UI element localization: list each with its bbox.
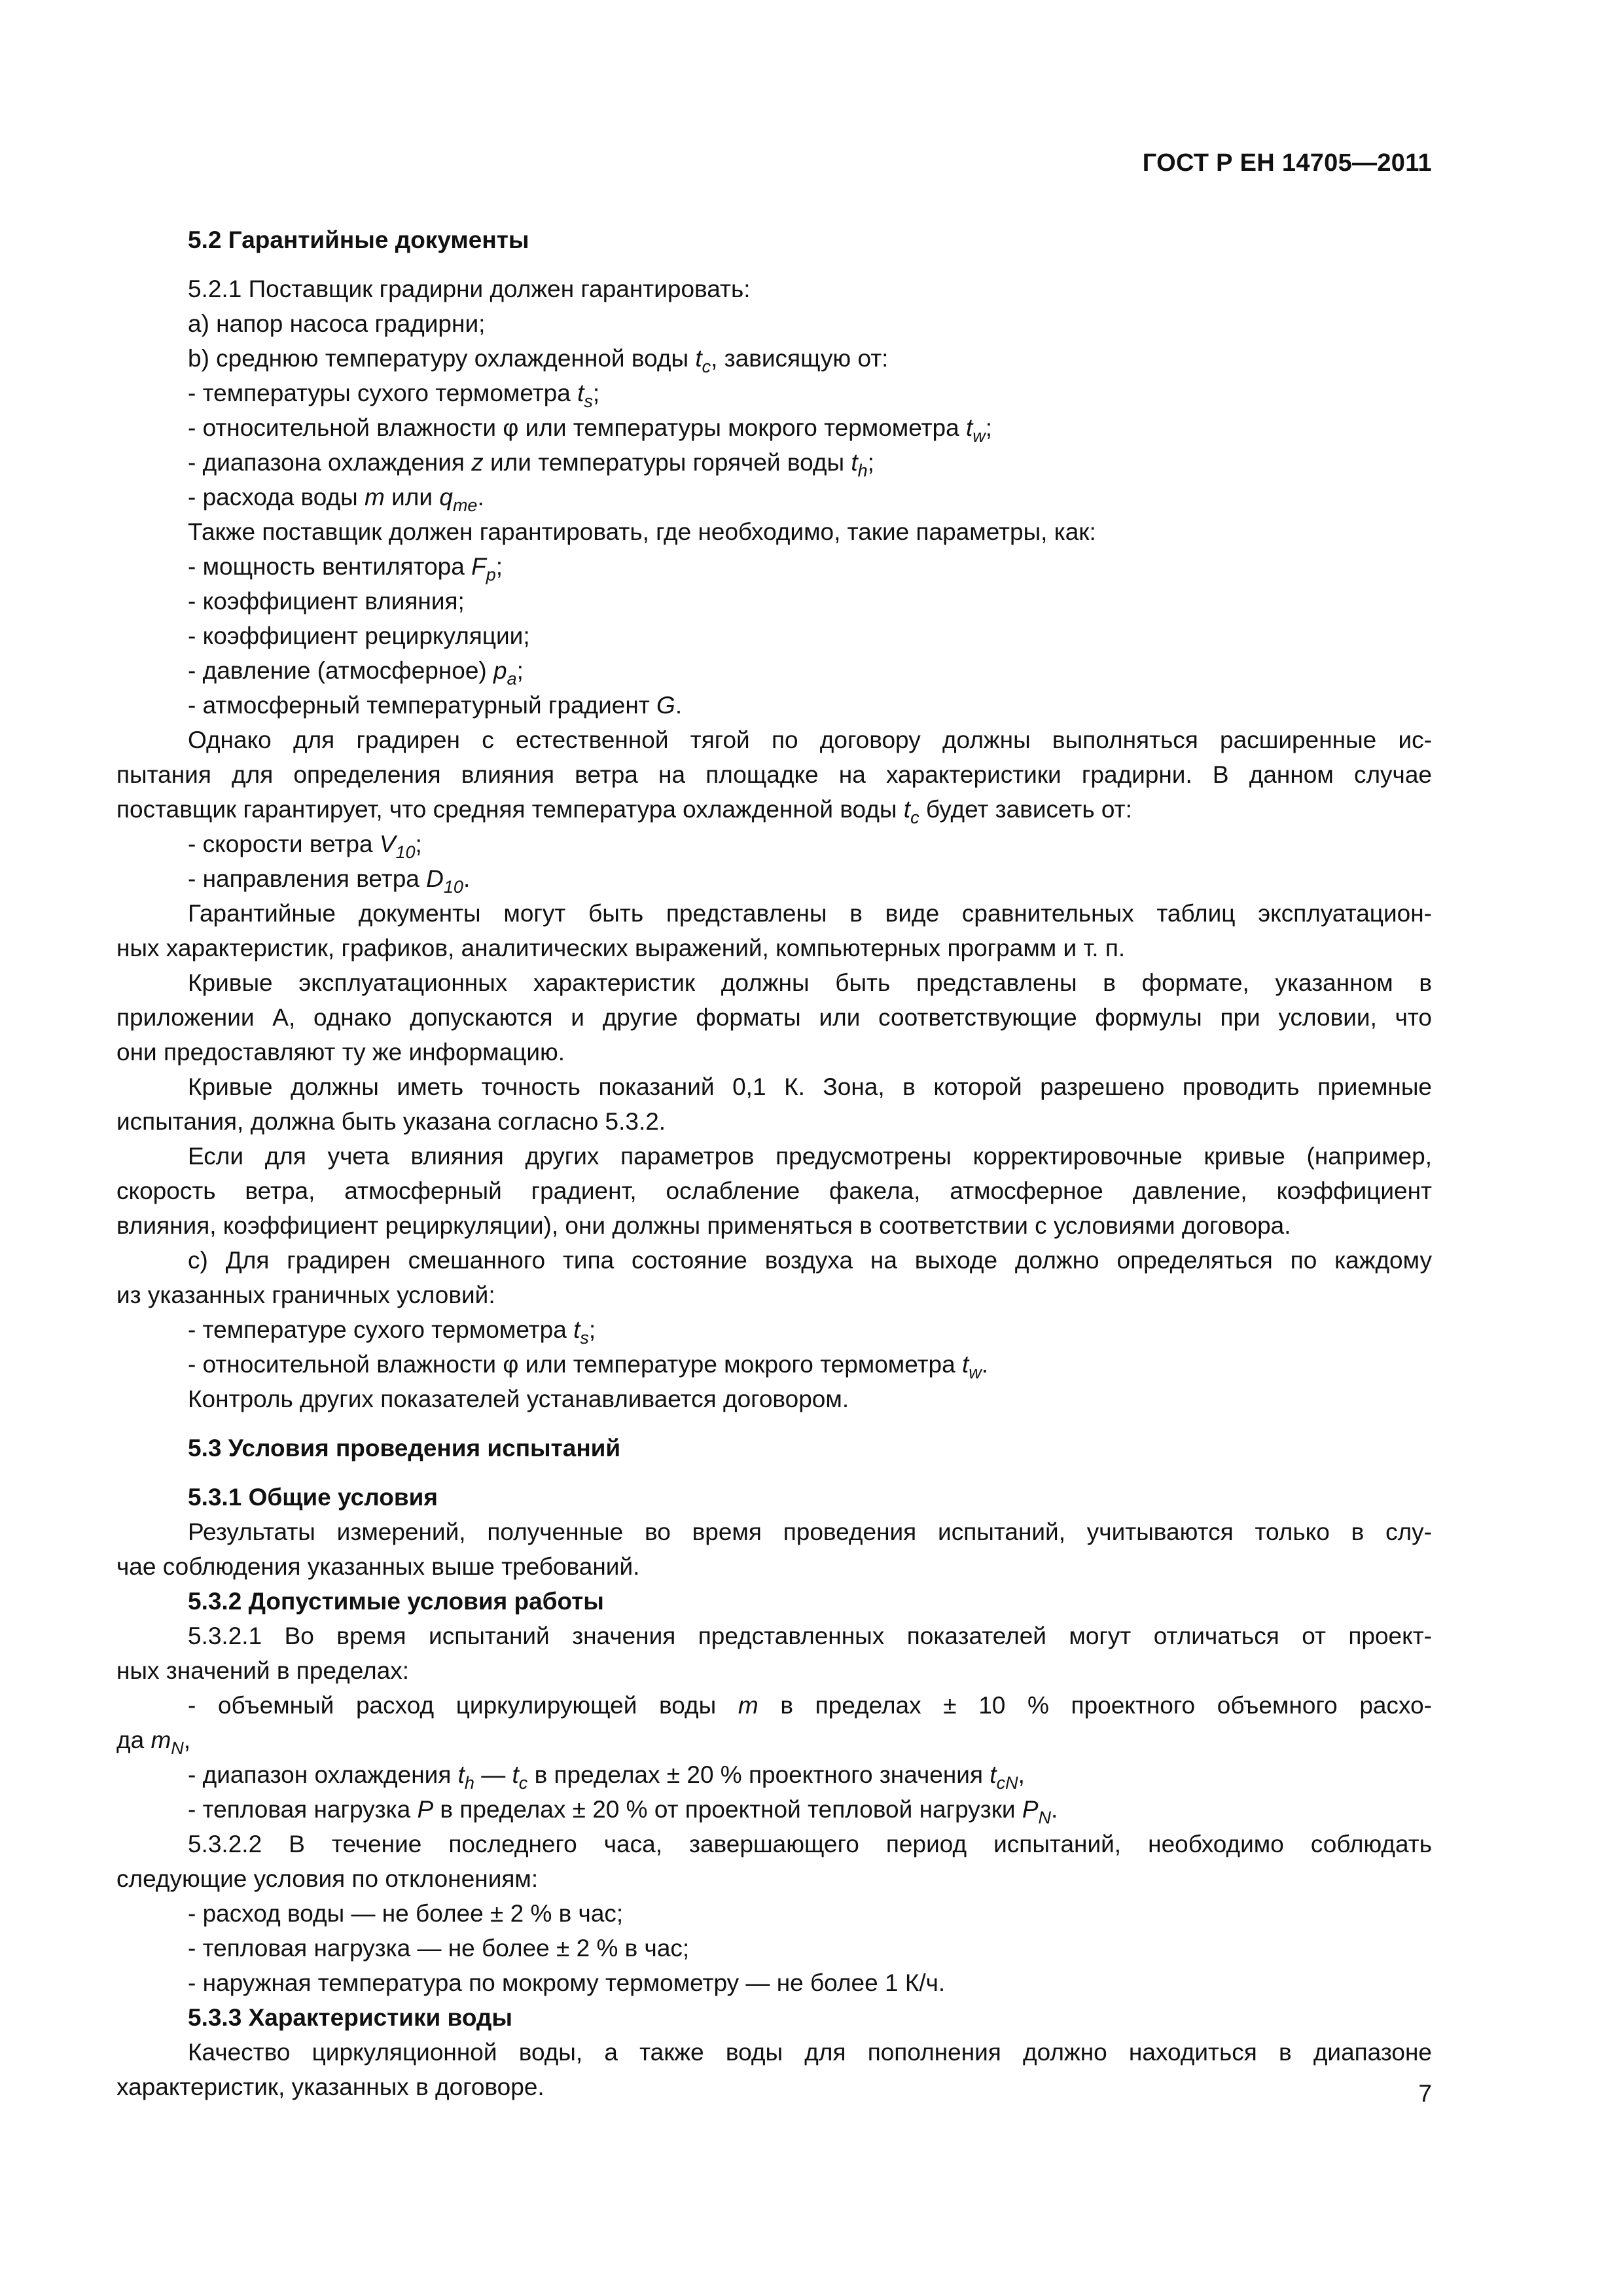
- document-header: ГОСТ Р ЕН 14705—2011: [1142, 149, 1432, 177]
- paragraph-line: пытания для определения влияния ветра на площадке на характеристики градирни. В данном случае: [116, 761, 1432, 788]
- paragraph-line: испытания, должна быть указана согласно 5.3.2.: [116, 1108, 666, 1135]
- list-item: - коэффициент рециркуляции;: [188, 622, 530, 649]
- paragraph-line: c) Для градирен смешанного типа состояние воздуха на выходе должно определяться по каждому: [188, 1247, 1432, 1274]
- paragraph-line: влияния, коэффициент рециркуляции), они должны применяться в соответствии с условиями договора.: [116, 1212, 1291, 1239]
- paragraph-line: Кривые должны иметь точность показаний 0,1 К. Зона, в которой разрешено проводить приемные: [188, 1073, 1432, 1100]
- clause-5-2-1: 5.2.1 Поставщик градирни должен гарантировать:: [188, 276, 751, 302]
- document-body: [116, 223, 1432, 2104]
- section-5-3-2-title: 5.3.2 Допустимые условия работы: [188, 1588, 604, 1615]
- section-5-3-3-title: 5.3.3 Характеристики воды: [188, 2004, 513, 2031]
- list-item: - относительной влажности φ или температуры мокрого термометра $t_w$;: [188, 414, 993, 446]
- list-item: - коэффициент влияния;: [188, 588, 465, 615]
- paragraph-line: из указанных граничных условий:: [116, 1282, 495, 1308]
- list-item: b) среднюю температуру охлажденной воды $t_c$, зависящую от:: [188, 345, 889, 376]
- paragraph-line: скорость ветра, атмосферный градиент, ослабление факела, атмосферное давление, коэффициент: [116, 1177, 1432, 1204]
- section-5-2-title: 5.2 Гарантийные документы: [188, 226, 529, 253]
- paragraph-line: поставщик гарантирует, что средняя температура охлажденной воды $t_c$ будет зависеть от:: [116, 796, 1132, 827]
- list-item: - расхода воды m или $q_{me}$.: [188, 484, 484, 515]
- page-number: 7: [1418, 2080, 1432, 2107]
- paragraph-line: Контроль других показателей устанавливается договором.: [188, 1386, 849, 1412]
- list-item: - скорости ветра $V_{10}$;: [188, 831, 422, 862]
- paragraph-line: приложении А, однако допускаются и другие форматы или соответствующие формулы при условии, что: [116, 1004, 1432, 1031]
- paragraph-line: Качество циркуляционной воды, а также воды для пополнения должно находиться в диапазоне: [188, 2039, 1432, 2066]
- list-item: - тепловая нагрузка P в пределах ± 20 % от проектной тепловой нагрузки $P_N$.: [188, 1796, 1058, 1827]
- paragraph-line: характеристик, указанных в договоре.: [116, 2073, 544, 2100]
- list-item: - диапазон охлаждения $t_h$ — $t_c$ в пределах ± 20 % проектного значения $t_{cN}$,: [188, 1761, 1025, 1793]
- paragraph-line: 5.3.2.1 Во время испытаний значения представленных показателей могут отличаться от проект-: [188, 1623, 1432, 1649]
- list-item: - наружная температура по мокрому термометру — не более 1 К/ч.: [188, 1969, 946, 1996]
- paragraph-line: Кривые эксплуатационных характеристик должны быть представлены в формате, указанном в: [188, 969, 1432, 996]
- list-item: - направления ветра $D_{10}$.: [188, 865, 471, 897]
- list-item: - мощность вентилятора $F_p$;: [188, 553, 503, 584]
- paragraph-line: ных характеристик, графиков, аналитических выражений, компьютерных программ и т. п.: [116, 935, 1126, 961]
- paragraph-line: чае соблюдения указанных выше требований.: [116, 1553, 640, 1580]
- paragraph-line: Результаты измерений, полученные во время проведения испытаний, учитываются только в слу-: [188, 1518, 1432, 1545]
- paragraph-line: 5.3.2.2 В течение последнего часа, завершающего период испытаний, необходимо соблюдать: [188, 1831, 1432, 1857]
- section-5-3-title: 5.3 Условия проведения испытаний: [188, 1435, 621, 1462]
- list-item: - атмосферный температурный градиент G.: [188, 692, 683, 719]
- list-item: - диапазона охлаждения z или температуры горячей воды $t_h$;: [188, 449, 874, 480]
- paragraph-line: да $m_N$,: [116, 1727, 191, 1758]
- paragraph-line: они предоставляют ту же информацию.: [116, 1039, 565, 1066]
- paragraph-line: следующие условия по отклонениям:: [116, 1865, 539, 1892]
- paragraph-line: Также поставщик должен гарантировать, где необходимо, такие параметры, как:: [188, 518, 1096, 545]
- section-5-3-1-title: 5.3.1 Общие условия: [188, 1484, 438, 1511]
- paragraph-line: Гарантийные документы могут быть представлены в виде сравнительных таблиц эксплуатацион-: [188, 900, 1432, 927]
- paragraph-line: ных значений в пределах:: [116, 1657, 410, 1684]
- list-item: a) напор насоса градирни;: [188, 310, 486, 337]
- list-item: - температуры сухого термометра $t_s$;: [188, 380, 600, 411]
- list-item: - температуре сухого термометра $t_s$;: [188, 1316, 596, 1348]
- paragraph-line: Если для учета влияния других параметров предусмотрены корректировочные кривые (например,: [188, 1143, 1432, 1170]
- list-item: - относительной влажности φ или температуре мокрого термометра $t_w$.: [188, 1351, 989, 1382]
- list-item: - расход воды — не более ± 2 % в час;: [188, 1900, 624, 1927]
- paragraph-line: Однако для градирен с естественной тягой по договору должны выполняться расширенные ис-: [188, 726, 1432, 753]
- list-item: - объемный расход циркулирующей воды m в пределах ± 10 % проектного объемного расхо-: [188, 1692, 1432, 1719]
- list-item: - давление (атмосферное) $p_a$;: [188, 657, 524, 689]
- list-item: - тепловая нагрузка — не более ± 2 % в час;: [188, 1935, 690, 1962]
